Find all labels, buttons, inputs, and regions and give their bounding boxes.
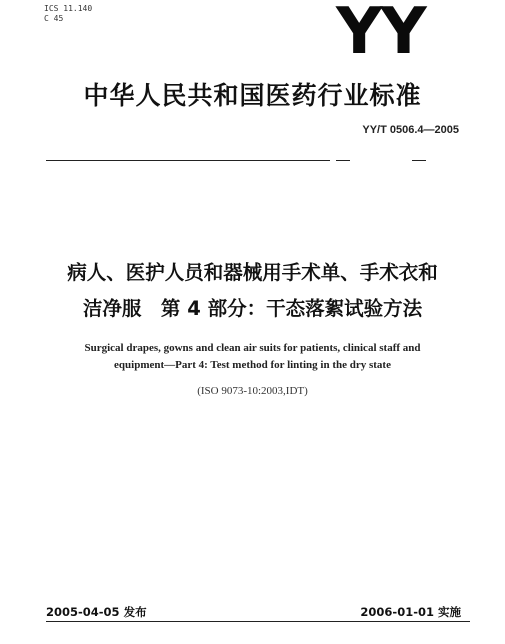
ics-code: ICS 11.140: [44, 4, 93, 13]
adoption-note: (ISO 9073-10:2003,IDT): [197, 385, 308, 397]
implementation-date: 2006-01-01 实施: [360, 605, 461, 619]
header-divider: [46, 160, 330, 161]
standard-number: YY/T 0506.4—2005: [362, 124, 459, 136]
document-title-line-2: 洁净服 第 4 部分：干态落絮试验方法: [82, 297, 423, 320]
header-divider-dash: [412, 160, 426, 161]
footer-divider: [46, 621, 470, 622]
english-title: [0, 340, 505, 374]
organization-title: 中华人民共和国医药行业标准: [83, 81, 422, 110]
ccs-code: C 45: [44, 14, 64, 23]
english-title-line-1: Surgical drapes, gowns and clean air suits for patients, clinical staff and: [84, 342, 421, 354]
classification-codes: [44, 4, 92, 24]
header-divider-dash: [336, 160, 350, 161]
issue-date: 2005-04-05 发布: [46, 605, 147, 619]
english-title-line-2: equipment—Part 4: Test method for linting in the dry state: [114, 359, 391, 371]
document-title-line-1: 病人、医护人员和器械用手术单、手术衣和: [67, 261, 438, 284]
standard-logo: YY: [336, 0, 425, 69]
